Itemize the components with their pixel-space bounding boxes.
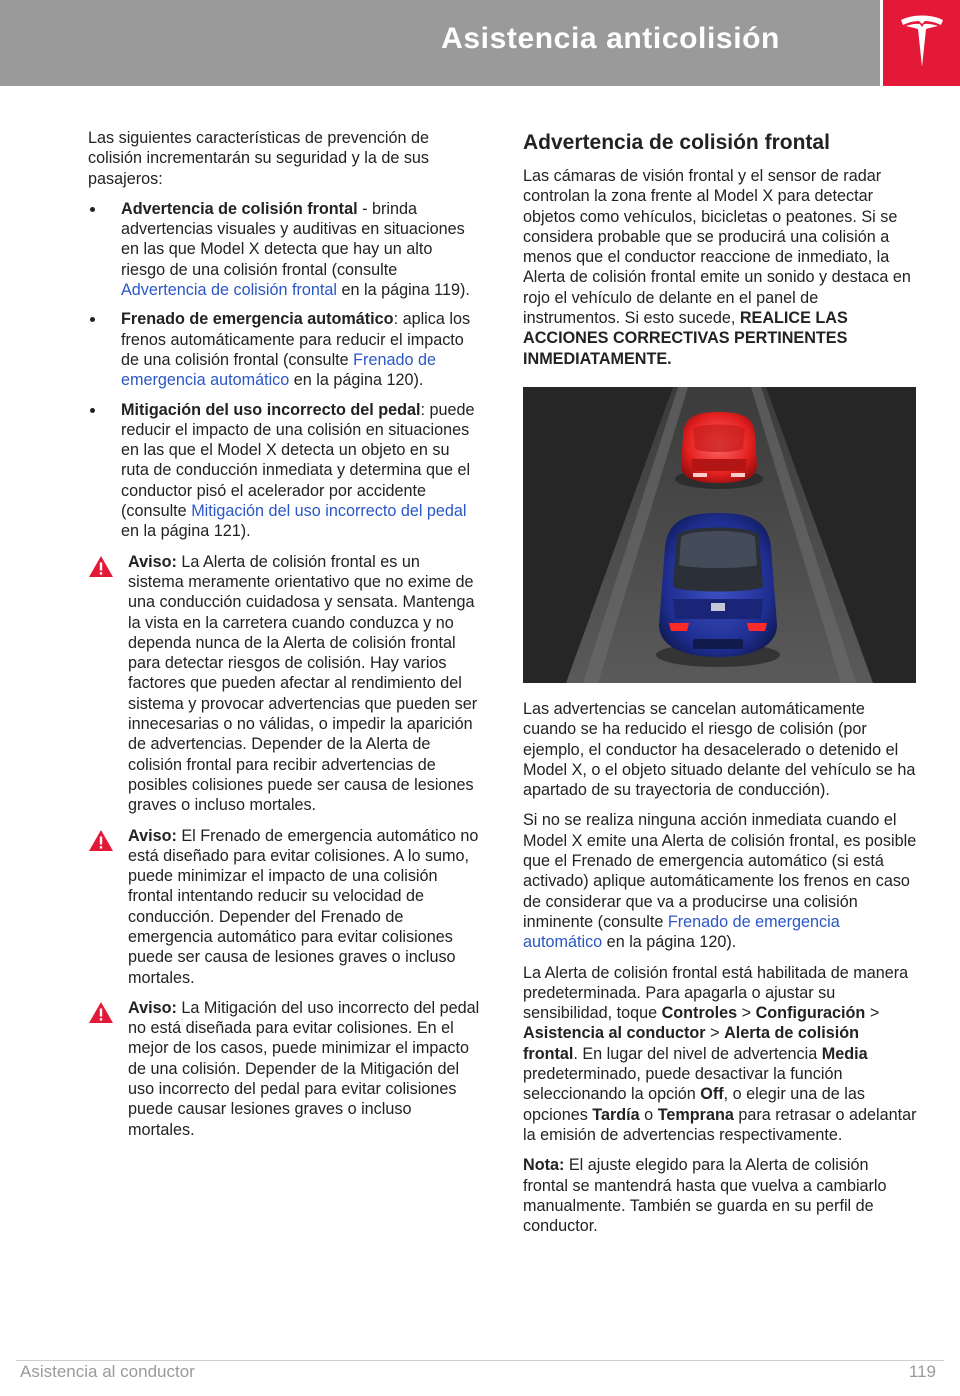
warning-text: El Frenado de emergencia automático no está diseñado para evitar colisiones. A lo sumo, puede minimizar el impacto de una colisión frontal intentando reducir su velocidad de conducción. Depender del Frenado de emergencia automático para evitar colisiones puede ser causa de lesiones graves o incluso mortales. [128,826,479,987]
text-run: > [705,1024,725,1043]
link-frenado-emergencia[interactable]: Frenado de emergencia automático [121,350,436,390]
paragraph [523,810,917,952]
bullet-title: Frenado de emergencia automático [121,310,394,329]
warning-block [88,552,480,816]
footer-divider [16,1360,944,1361]
collision-illustration [523,387,916,683]
paragraph: Las advertencias se cancelan automáticamente cuando se ha reducido el riesgo de colisión (por ejemplo, el conductor ha desacelerado o detenido el Model X, o el objeto situado delante del vehículo se ha apartado de su trayectoria de conducción). [523,699,916,800]
text-run: > [737,1004,756,1023]
text-run: para retrasar o adelantar la emisión de advertencias respectivamente. [523,1105,917,1144]
collision-illustration-svg [523,387,916,683]
bullet-tail: en la página 119). [336,281,470,300]
page-title: Asistencia anticolisión [441,22,780,55]
menu-path-alerta: Alerta de colisión frontal [523,1024,859,1063]
bullet-separator: : [420,400,430,419]
warning-block [88,826,480,988]
tesla-logo-icon [897,15,947,71]
warning-icon [88,555,114,578]
warning-icon [88,829,114,852]
intro-paragraph: Las siguientes características de prevención de colisión incrementarán su seguridad y la de sus pasajeros: [88,129,430,188]
bullet-title: Mitigación del uso incorrecto del pedal [121,400,421,419]
link-frenado-emergencia-right[interactable]: Frenado de emergencia automático [523,912,840,952]
text-run: > [865,1004,880,1023]
warning-text: La Alerta de colisión frontal es un sistema meramente orientativo que no exime de una conducción cuidadosa y sensata. Mantenga la vista en la carretera cuando conduzca y no dependa nunca de la Alerta de colisión frontal para detectar riesgos de colisión. Hay varios factores que pueden afectar al rendimiento del sistema y provocar advertencias que pueden ser innecesarias o no válidas, o impedir la aparición de advertencias. Depender de la Alerta de colisión frontal para recibir advertencias de posibles colisiones puede ser causa de lesiones graves o incluso mortales. [128,552,478,815]
option-temprana: Temprana [657,1105,734,1124]
option-media: Media [821,1044,868,1063]
header-bar [0,0,880,86]
right-column [523,128,917,1246]
text-run: o [639,1105,658,1124]
text-run: . En lugar del nivel de advertencia [573,1044,822,1063]
note-paragraph [523,1155,917,1236]
text-run: , o elegir una de las opciones [523,1085,865,1124]
paragraph-text: Si no se realiza ninguna acción inmediata cuando el Model X emite una Alerta de colisión frontal, es posible que el Frenado de emergencia automático (si está activado) aplique automáticamente los frenos en caso de considerar que va a producirse una colisión inminente (consulte [523,811,917,931]
paragraph-tail: en la página 120). [602,933,737,952]
list-item [88,199,480,300]
text-run: predeterminado, puede desactivar la función seleccionando la opción [523,1065,843,1104]
bullet-separator: - [357,199,372,218]
warning-label: Aviso: [128,826,177,845]
tesla-logo [883,0,960,86]
bullet-tail: en la página 120). [289,371,424,390]
warning-icon [88,1001,114,1024]
bullet-tail: en la página 121). [121,522,251,541]
warning-block [88,998,480,1140]
footer-section-title: Asistencia al conductor [20,1362,195,1381]
list-item [88,400,480,542]
menu-path-controles: Controles [661,1004,738,1023]
paragraph [523,166,917,369]
paragraph-text: Las cámaras de visión frontal y el sensor de radar controlan la zona frente al Model X para detectar objetos como vehículos, bicicletas o peatones. Si se considera probable que se producirá una colisión a menos que el conductor reaccione de inmediato, la Alerta de colisión frontal emite un sonido y destaca en rojo el vehículo de delante en el panel de instrumentos. Si esto sucede, [523,167,911,328]
bullet-title: Advertencia de colisión frontal [121,199,358,218]
option-off: Off [700,1085,724,1104]
left-column [88,128,480,1150]
link-mitigacion-pedal[interactable]: Mitigación del uso incorrecto del pedal [191,502,467,521]
list-item [88,309,480,390]
section-heading: Advertencia de colisión frontal [523,131,830,154]
warning-label: Aviso: [128,552,177,571]
note-label: Nota: [523,1156,565,1175]
note-text: El ajuste elegido para la Alerta de colisión frontal se mantendrá hasta que vuelva a cambiarlo manualmente. También se guarda en su perfil de conductor. [523,1156,887,1236]
link-advertencia-colision[interactable]: Advertencia de colisión frontal [121,281,337,300]
bullet-text: aplica los frenos automáticamente para reducir el impacto de una colisión frontal (consulte [121,310,471,369]
text-run: La Alerta de colisión frontal está habilitada de manera predeterminada. Para apagarla o ajustar su sensibilidad, toque [523,963,909,1023]
paragraph [523,963,917,1146]
bullet-text: puede reducir el impacto de una colisión en situaciones en las que el Model X detecta un objeto en su ruta de conducción inmediata y determina que el conductor pisó el acelerador por accidente (consulte [121,400,475,521]
warning-text: La Mitigación del uso incorrecto del pedal no está diseñada para evitar colisiones. En el mejor de los casos, puede minimizar el impacto de una colisión. Depender de la Mitigación del uso incorrecto del pedal para evitar colisiones puede causar lesiones graves o incluso mortales. [128,998,480,1139]
feature-list [88,199,480,542]
warning-label: Aviso: [128,998,177,1017]
menu-path-configuracion: Configuración [755,1004,866,1023]
option-tardia: Tardía [592,1105,640,1124]
bullet-separator: : [393,310,403,329]
emphasis-text: REALICE LAS ACCIONES CORRECTIVAS PERTINENTES INMEDIATAMENTE. [523,309,848,368]
page-number: 119 [908,1362,936,1381]
bullet-text: brinda advertencias visuales y auditivas en situaciones en las que Model X detecta que hay un alto riesgo de una colisión frontal (consulte [121,199,465,279]
menu-path-asistencia: Asistencia al conductor [523,1024,706,1043]
